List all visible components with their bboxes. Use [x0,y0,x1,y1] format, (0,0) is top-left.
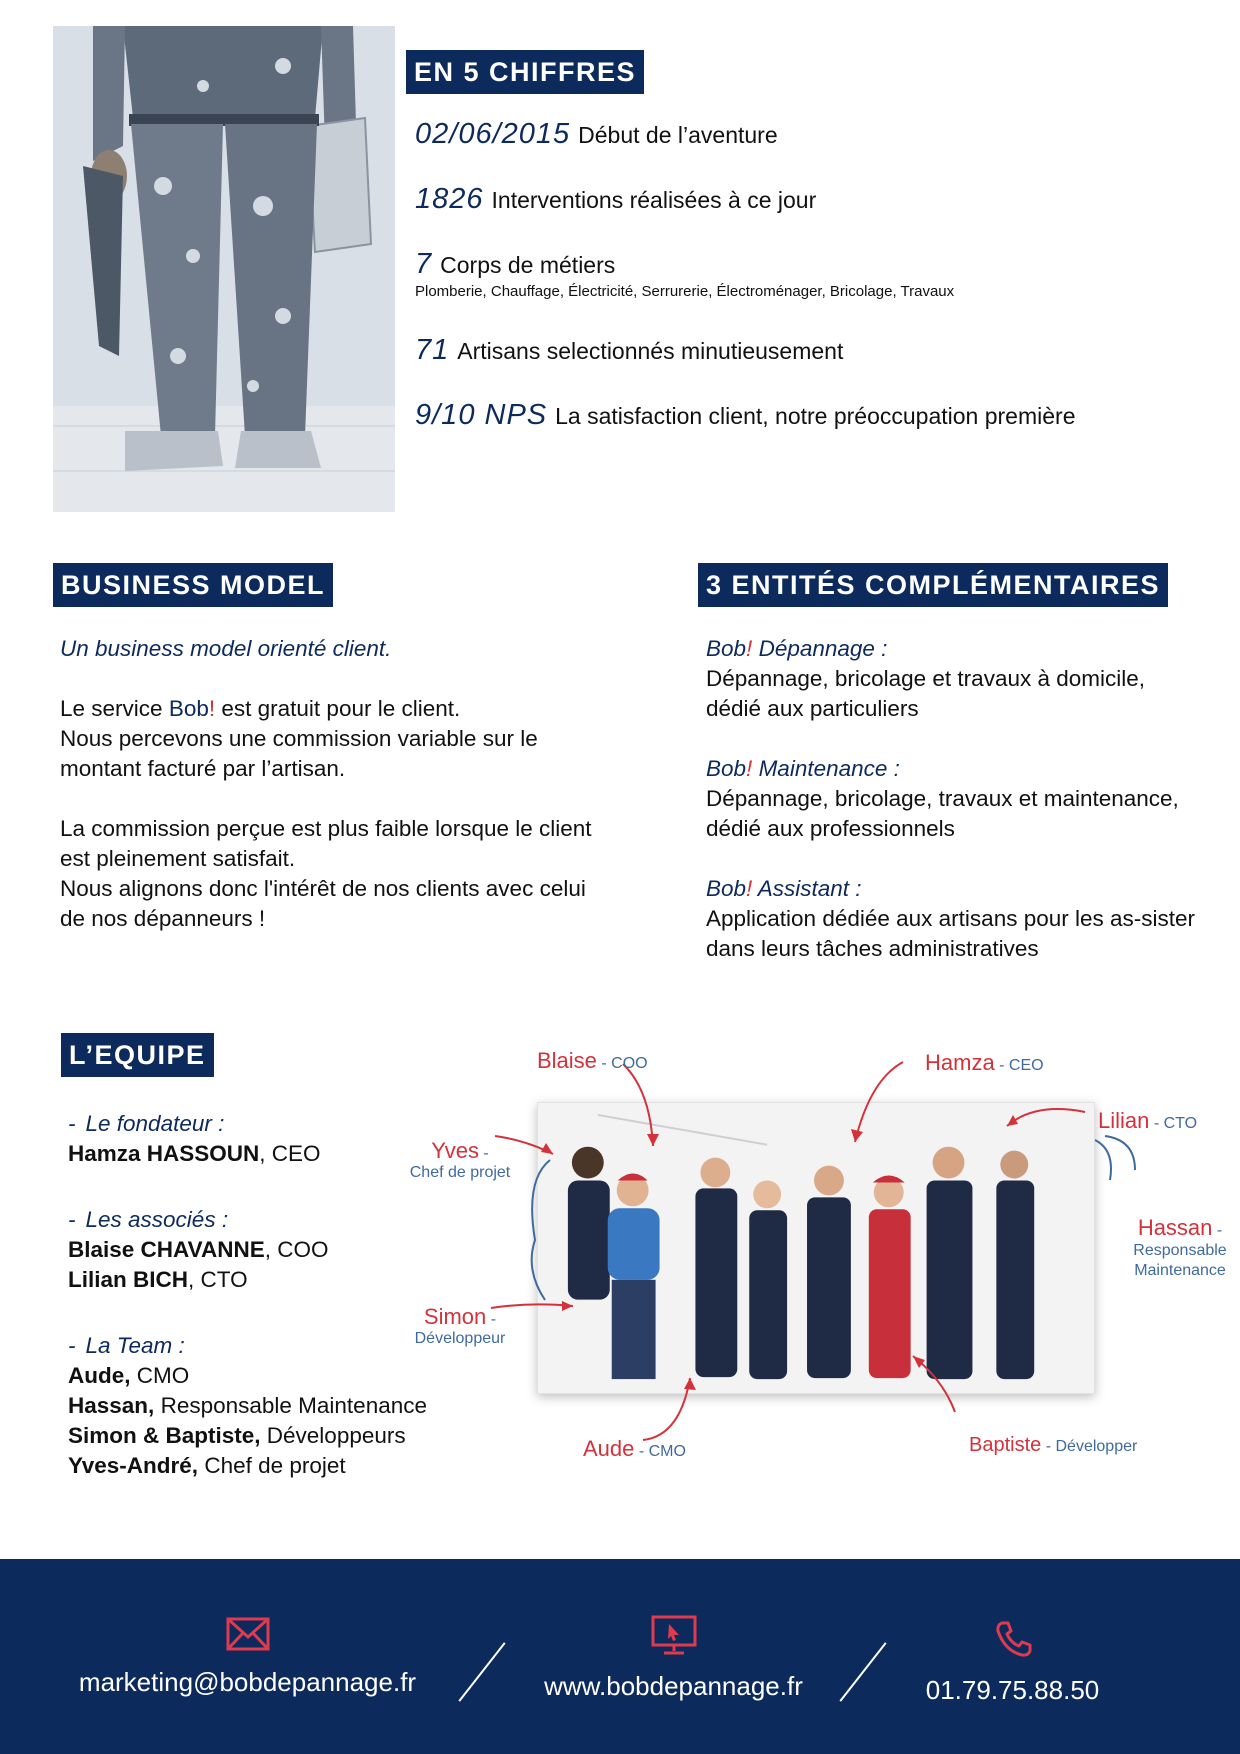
business-model-paragraph: Nous percevons une commission variable sur le montant facturé par l’artisan. [60,726,538,781]
team-photo-area [395,1040,1240,1480]
figure-label: Artisans selectionnés minutieusement [457,338,844,364]
photo-tag-hassan: Hassan - Responsable Maintenance [1133,1215,1227,1279]
entity-name: Bob! Maintenance : [706,756,900,781]
team-member: Hassan, Responsable Maintenance [68,1393,427,1418]
entity-description: Application dédiée aux artisans pour les as-sister dans leurs tâches administratives [706,906,1196,961]
mail-icon [226,1617,270,1651]
brand-mark: ! [208,696,216,721]
business-model-tagline: Un business model orienté client. [60,636,392,661]
figures-section-title: EN 5 CHIFFRES [406,50,644,94]
footer-divider [458,1642,505,1702]
team-member: Blaise CHAVANNE, COO [68,1237,329,1262]
business-model-paragraph: Nous alignons donc l'intérêt de nos clients avec celui de nos dépanneurs ! [60,876,586,931]
figure-item [415,399,1075,432]
website-link[interactable]: www.bobdepannage.fr [544,1671,803,1701]
contact-website[interactable] [520,1615,827,1702]
team-member: Yves-André, Chef de projet [68,1453,346,1478]
team-member: Aude, CMO [68,1363,190,1388]
figure-number: 7 [415,248,433,280]
figure-label: Début de l’aventure [578,122,778,148]
figure-item [415,334,843,367]
monitor-icon [651,1615,697,1655]
business-model-title: BUSINESS MODEL [53,563,333,607]
entities-text [706,634,1206,964]
team-member: Simon & Baptiste, Développeurs [68,1423,406,1448]
phone-icon [993,1619,1033,1659]
contact-phone[interactable] [900,1619,1125,1706]
figure-label: La satisfaction client, notre préoccupation première [555,403,1076,429]
figure-item [415,118,778,151]
entity-name: Bob! Dépannage : [706,636,888,661]
team-title: L’EQUIPE [61,1033,214,1077]
figure-number: 71 [415,334,450,366]
entities-title: 3 ENTITÉS COMPLÉMENTAIRES [698,563,1168,607]
contact-email[interactable] [50,1617,445,1698]
team-member: Lilian BICH, CTO [68,1267,248,1292]
photo-tag-lilian: Lilian - CTO [1098,1108,1198,1133]
footer-divider [839,1642,886,1702]
annotation-arrows [395,1040,1240,1480]
figure-number: 1826 [415,183,484,215]
worker-photo [53,26,395,512]
entity-description: Dépannage, bricolage et travaux à domicile, dédié aux particuliers [706,666,1146,721]
entity-description: Dépannage, bricolage, travaux et maintenance, dédié aux professionnels [706,786,1179,841]
email-link[interactable]: marketing@bobdepannage.fr [78,1667,417,1697]
footer [0,1559,1240,1754]
entity-name: Bob! Assistant : [706,876,862,901]
figure-number: 9/10 NPS [415,399,548,431]
team-associates-heading: - Les associés : [68,1207,229,1232]
photo-tag-hamza: Hamza - CEO [925,1050,1044,1075]
figure-detail: Plomberie, Chauffage, Électricité, Serrurerie, Électroménager, Bricolage, Travaux [415,283,955,300]
figure-item [415,248,954,300]
business-model-paragraph: Le service Bob! est gratuit pour le client. [60,696,461,721]
team-member: Hamza HASSOUN, CEO [68,1141,321,1166]
photo-tag-baptiste: Baptiste - Développer [969,1434,1138,1456]
phone-number[interactable]: 01.79.75.88.50 [925,1675,1100,1705]
figure-label: Interventions réalisées à ce jour [491,187,817,213]
figure-number: 02/06/2015 [415,118,571,150]
photo-tag-simon: Simon - Développeur [414,1304,506,1347]
business-model-paragraph: La commission perçue est plus faible lorsque le client est pleinement satisfait. [60,816,592,871]
brand-name: Bob [168,696,209,721]
photo-tag-blaise: Blaise - COO [537,1048,648,1073]
figure-label: Corps de métiers [440,252,616,278]
photo-tag-aude: Aude - CMO [583,1436,686,1461]
photo-tag-yves: Yves - Chef de projet [409,1138,511,1181]
team-staff-heading: - La Team : [68,1333,185,1358]
team-founder-heading: - Le fondateur : [68,1111,225,1136]
business-model-text [60,634,600,934]
figure-item [415,183,816,216]
